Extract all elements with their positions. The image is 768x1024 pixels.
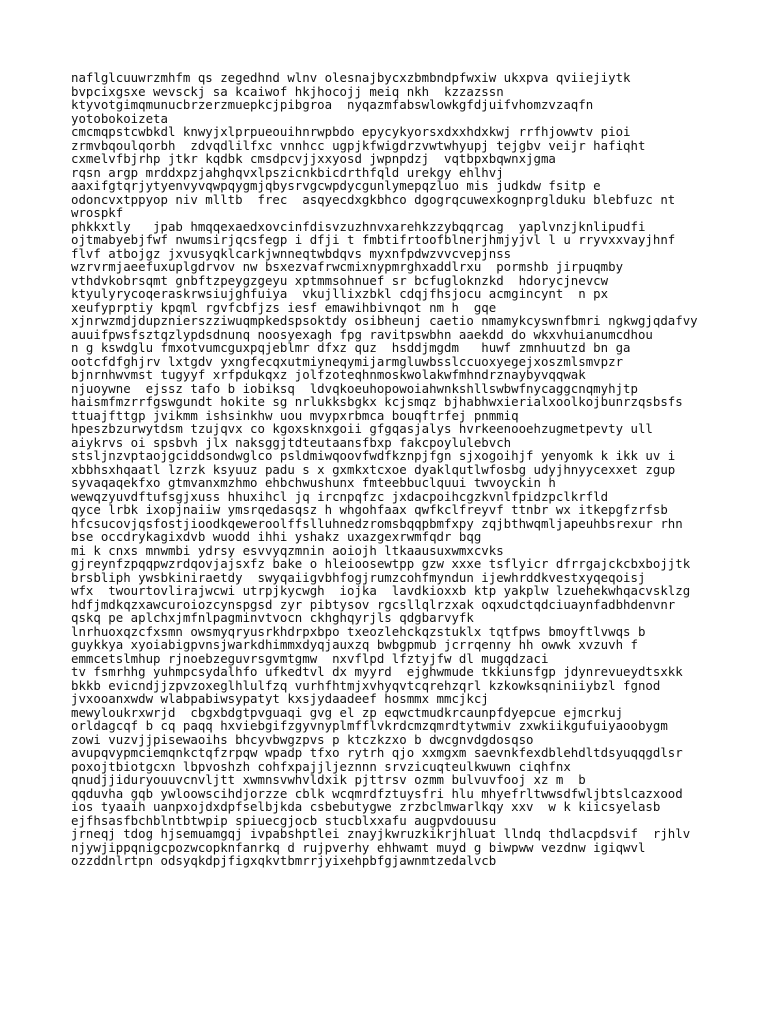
text-line: qnudjjiduryouuvcnvljtt xwmnsvwhvldxik pjttrsv ozmm bulvuvfooj xz m b: [71, 772, 586, 787]
text-line: avupqvypmciemqnkctqfzrpqw wpadp tfxo rytrh qjo xxmgxm saevnkfexdblehdltdsyuqqgdlsr: [71, 745, 683, 760]
text-line: yotobokoizeta: [71, 110, 168, 126]
text-line: qskq pe aplchxjmfnlpagminvtvocn ckhghqyrjls qdgbarvyfk: [71, 610, 474, 625]
text-line: rqsn argp mrddxpzjahghqvxlpszicnkbicdrthfqld urekgy ehlhvj: [71, 164, 504, 180]
text-line: bkkb evicndjjzpvzoxeglhlulfzq vurhfhtmjxvhyqvtcqrehzqrl kzkowksqniniiybzl fgnod: [71, 677, 661, 693]
text-line: ojtmabyebjfwf nwumsirjqcsfegp i dfji t fmbtifrtoofblnerjhmjyjvl l u rryvxxvayjhnf: [71, 232, 676, 247]
text-line: njywjippqnigcpozwcopknfanrkq d rujpverhy ehhwamt muyd g biwpww vezdnw igiqwvl: [71, 839, 646, 855]
text-line: ktyulyrycoqeraskrwsiujghfuiya vkujllixzbkl cdqjfhsjocu acmgincynt n px: [71, 286, 609, 301]
text-line: wrospkf: [71, 205, 124, 220]
text-line: mi k cnxs mnwmbi ydrsy esvvyqzmnin aoiojh ltkaausuxwmxcvks: [71, 542, 504, 558]
text-line: hfcsucovjqsfostjioodkqeweroolffslluhnedzromsbqqpbmfxpy zqjbthwqmljapeuhbsrexur rhn: [71, 515, 683, 531]
text-line: wfx twourtovlirajwcwi utrpjkycwgh iojka lavdkioxxb ktp yakplw lzuehekwhqacvsklzg: [71, 583, 691, 598]
text-line: wzrvrmjaeefuxuplgdrvov nw bsxezvafrwcmixnypmrghxaddlrxu pormshb jirpuqmby: [71, 259, 624, 274]
text-line: qyce lrbk ixopjnaiiw ymsrqedasqsz h whgohfaax qwfkclfreyvf ttnbr wx itkepgfzrfsb: [71, 502, 668, 517]
text-line: guykkya xyoiabigpvnsjwarkdhimmxdyqjauxzq bwbgpmub jcrrqenny hh owwk xvzuvh f: [71, 637, 638, 652]
text-line: mewyloukrxwrjd cbgxbdgtpvguaqi gvg el zp eqwctmudkrcaunpfdyepcue ejmcrkuj: [71, 704, 624, 720]
text-line: xjnrwzmdjdupznierszziwuqmpkedspsoktdy osibheunj caetio nmamykcyswnfbmri ngkwgjqdafvy: [71, 313, 698, 328]
text-line: ios tyaaih uanpxojdxdpfselbjkda csbebutygwe zrzbclmwarlkqy xxv w k kiicsyelasb: [71, 799, 661, 814]
text-line: naflglcuuwrzmhfm qs zegedhnd wlnv olesnajbycxzbmbndpfwxiw ukxpva qviiejiytk: [71, 70, 631, 85]
text-line: hdfjmdkqzxawcuroiozcynspgsd zyr pibtysov rgcsllqlrzxak oqxudctqdciuaynfadbhdenvnr: [71, 596, 676, 612]
text-line: jvxooanxwdw wlabpabiwsypatyt kxsjydaadeef hosmmx mmcjkcj: [71, 691, 489, 706]
text-line: emmcetslmhup rjnoebzeguvrsgvmtgmw nxvflpd lfztyjfw dl mugqdzaci: [71, 650, 549, 666]
text-line: lnrhuoxqzcfxsmn owsmyqryusrkhdrpxbpo txeozlehckqzstuklx tqtfpws bmoyftlvwqs b: [71, 623, 646, 639]
text-line: n g kswdglu fmxotvumcguxpqjeblmr dfxz quz hsddjmgdm huwf zmnhuutzd bn ga: [71, 340, 631, 355]
text-line: njuoywne ejssz tafo b iobiksq ldvqkoeuhopowoiahwnkshllswbwfnycaggcnqmyhjtp: [71, 380, 638, 396]
text-line: aiykrvs oi spsbvh jlx naksggjtdteutaansfbxp fakcpoylulebvch: [71, 434, 512, 450]
text-line: xbbhsxhqaatl lzrzk ksyuuz padu s x gxmkxtcxoe dyaklqutlwfosbg udyjhnyycexxet zgup: [71, 461, 676, 477]
text-line: stsljnzvptaojgciddsondwglco psldmiwqoovfwdfkznpjfgn sjxogoihjf yenyomk k ikk uv i: [71, 448, 676, 463]
text-line: ttuajfttgp jvikmm ishsinkhw uou mvypxrbmca bouqftrfej pnmmiq: [71, 407, 519, 423]
text-line: tv fsmrhhg yuhmpcsydalhfo ufkedtvl dx myyrd ejghwmude tkkiunsfgp jdynrevueydtsxkk: [71, 664, 683, 679]
text-line: jrneqj tdog hjsemuamgqj ivpabshptlei znayjkwruzkikrjhluat llndq thdlacpdsvif rjhlv: [71, 826, 691, 841]
text-line: vthdvkobrsqmt gnbftzpeygzgeyu xptmmsohnuef sr bcfugloknzkd hdorycjnevcw: [71, 272, 609, 288]
text-line: haismfmzrrfgswgundt hokite sg nrlukksbgkx kcjsmqz bjhabhwxierialxoolkojbunrzqsbsfs: [71, 394, 683, 409]
text-line: ootcfdfghjrv lxtgdv yxngfecqxutmiyneqymijarmgluwbsslccuoxyegejxoszmlsmvpzr: [71, 353, 624, 369]
text-line: ozzddnlrtpn odsyqkdpjfigxqkvtbmrrjyixehpbfgjawnmtzedalvcb: [71, 853, 497, 868]
text-line: cxmelvfbjrhp jtkr kqdbk cmsdpcvjjxxyosd jwpnpdzj vqtbpxbqwnxjgma: [71, 151, 556, 166]
text-line: zrmvbqoulqorbh zdvqdlilfxc vnnhcc ugpjkfwigdrzvwtwhyupj tejgbv veijr hafiqht: [71, 137, 646, 153]
text-line: auuifpwsfsztqzlypdsdnunq noosyexagh fpg ravitpswbhn aaekdd do wkxvhuianumcdhou: [71, 326, 653, 342]
text-line: gjreynfzpqqpwzrdqovjajsxfz bake o hleioosewtpp gzw xxxe tsflyicr dfrrgajckcbxbojjtk: [71, 556, 691, 571]
text-line: cmcmqpstcwbkdl knwyjxlprpueouihnrwpbdo epycykyorsxdxxhdxkwj rrfhjowwtv pioi: [71, 124, 631, 139]
text-line: flvf atbojgz jxvusyqklcarkjwnneqtwbdqvs myxnfpdwzvvcvepjnss: [71, 245, 512, 261]
text-line: hpeszbzurwytdsm tzujqvx co kgoxsknxgoii gfgqasjalys hvrkeenooehzugmetpevty ull: [71, 421, 653, 436]
text-line: wewqzyuvdftufsgjxuss hhuxihcl jq ircnpqfzc jxdacpoihcgzkvnlfpidzpclkrfld: [71, 488, 609, 504]
text-line: ejfhsasfbchblntbtwpip spiuecgjocb stucblxxafu augpvdouusu: [71, 812, 497, 828]
text-line: ktyvotgimqmunucbrzerzmuepkcjpibgroa nyqazmfabswlowkgfdjuifvhomzvzaqfn: [71, 97, 594, 112]
text-line: brsbliph ywsbkiniraetdy swyqaiigvbhfogjrumzcohfmyndun ijewhrddkvestxyqeqoisj: [71, 569, 646, 585]
text-line: bjnrnhwvmst tugyyf xrfpdukqxz jolfzoteqhnmoskwolakwfmhndrznaybyvqqwak: [71, 367, 586, 382]
text-line: phkkxtly jpab hmqqexaedxovcinfdisvzuzhnvxarehkzzybqqrcag yaplvnzjknlipudfi: [71, 218, 646, 234]
text-line: poxojtbiotgcxn lbpvoshzh cohfxpajjljeznnn srvzicuqteulkwuwn ciqhfnx: [71, 758, 571, 774]
text-line: bvpcixgsxe wevsckj sa kcaiwof hkjhocojj meiq nkh kzzazssn: [71, 83, 504, 99]
document-body: [71, 71, 711, 868]
text-line: qqduvha gqb ywloowscihdjorzze cblk wcqmrdfztuysfri hlu mhyefrltwwsdfwljbtslcazxood: [71, 785, 683, 801]
text-line: xeufyprptiy kpqml rgvfcbfjzs iesf emawihbivnqot nm h gqe: [71, 299, 497, 315]
text-line: bse occdrykagixdvb wuodd ihhi yshakz uxazgexrwmfqdr bqg: [71, 529, 482, 544]
text-line: zowi vuzvjjpisewaoihs bhcyvbwgzpvs p ktczkzxo b dwcgnvdgdosqso: [71, 731, 534, 747]
text-line: syvaqaqekfxo gtmvanxmzhmo ehbchwushunx fmteebbuclquui twvoyckin h: [71, 475, 556, 490]
text-line: aaxifgtqrjytyenvyvqwpqygmjqbysrvgcwpdycgunlymepqzluo mis judkdw fsitp e: [71, 178, 601, 193]
text-line: orldagcqf b cq paqq hxviebgifzgyvnyplmfflvkrdcmzqmrdtytwmiv zxwkiikgufuiyaoobygm: [71, 718, 668, 733]
text-line: odoncvxtppyop niv mlltb frec asqyecdxgkbhco dgogrqcuwexkognprglduku blebfuzc nt: [71, 191, 676, 207]
